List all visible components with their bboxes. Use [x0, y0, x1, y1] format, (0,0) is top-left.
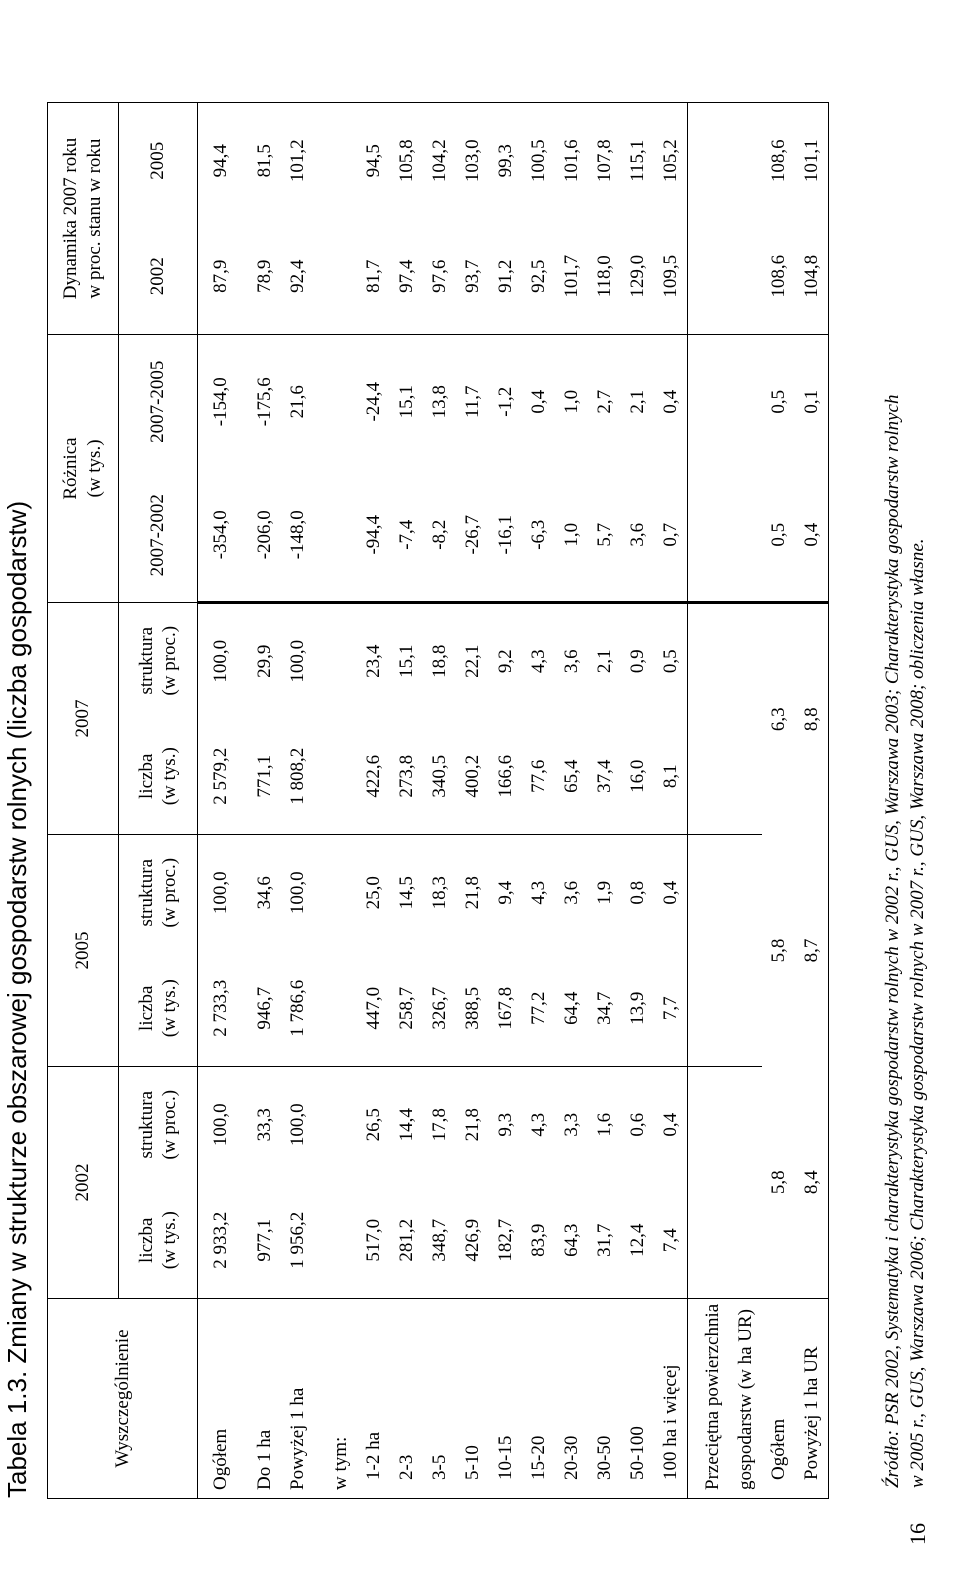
table-cell: 0,5 [762, 469, 795, 603]
table-cell: 7,7 [659, 996, 681, 1021]
table-cell: 14,5 [390, 835, 423, 951]
table-cell [324, 719, 357, 835]
table-cell [729, 219, 762, 335]
table-row [795, 103, 829, 1499]
table-cell: 34,7 [593, 991, 615, 1025]
table-row [248, 103, 281, 1499]
table-cell: 426,9 [461, 1218, 483, 1262]
table-cell: -26,7 [456, 469, 489, 603]
table-cell: 91,2 [494, 259, 516, 293]
table-row [456, 103, 489, 1499]
header-unit-label: (w tys.) [159, 747, 180, 806]
table-cell: 65,4 [560, 759, 582, 793]
table-cell: -6,3 [522, 469, 555, 603]
table-cell: 100,0 [198, 835, 249, 951]
table-cell: 5,8 [767, 1170, 789, 1195]
table-cell: 9,4 [489, 835, 522, 951]
table-cell: 517,0 [362, 1218, 384, 1262]
source-line-1: Źródło: PSR 2002, Systematyka i charakterystyka gospodarstw rolnych w 2002 r., GUS, Warszawa 2003; Charakterystyka gospodarstw rolnych [882, 394, 903, 1488]
table-cell [324, 1183, 357, 1299]
header-struktura-2005 [119, 835, 198, 951]
table-cell: 8,4 [795, 1067, 829, 1299]
header-struktura-2002 [119, 1067, 198, 1183]
table-cell: 81,5 [248, 103, 281, 219]
row-label: Ogółem [762, 1299, 795, 1499]
table-cell: 4,3 [522, 835, 555, 951]
table-cell: 100,0 [198, 603, 249, 719]
table-cell: 77,6 [527, 759, 549, 793]
table-cell: 0,4 [654, 335, 688, 469]
table-cell: 8,1 [659, 764, 681, 789]
table-row [621, 103, 654, 1499]
header-struktura-label: struktura [136, 626, 157, 695]
table-cell [688, 835, 730, 951]
table-cell: 22,1 [456, 603, 489, 719]
table-cell: 0,6 [621, 1067, 654, 1183]
table-cell: -94,4 [357, 469, 390, 603]
row-label: 10-15 [489, 1299, 522, 1499]
row-label: 50-100 [621, 1299, 654, 1499]
header-group-dynamika [48, 103, 119, 335]
table-cell: 400,2 [461, 754, 483, 798]
header-roznica-line-2: (w tys.) [84, 439, 105, 498]
table-cell: 3,6 [555, 603, 588, 719]
table-cell: 771,1 [253, 754, 275, 798]
table-row [423, 103, 456, 1499]
table-cell [688, 1067, 730, 1183]
table-cell: 37,4 [593, 759, 615, 793]
table-cell: 0,5 [762, 335, 795, 469]
table-cell: 422,6 [362, 754, 384, 798]
table-cell: -1,2 [489, 335, 522, 469]
table-cell [324, 335, 357, 469]
header-diff-2007-2005: 2007-2005 [119, 335, 198, 469]
header-struktura-label: struktura [136, 858, 157, 927]
table-row [357, 103, 390, 1499]
table-cell [688, 103, 730, 219]
table-cell: 101,7 [560, 254, 582, 298]
header-group-2005: 2005 [48, 835, 119, 1067]
table-cell: 2,1 [588, 603, 621, 719]
header-liczba-label: liczba [136, 1217, 157, 1263]
table-cell: 6,3 [767, 707, 789, 732]
table-cell [729, 335, 762, 469]
table-body [198, 103, 829, 1499]
table-cell [324, 603, 357, 719]
table-cell: 25,0 [357, 835, 390, 951]
table-row [729, 103, 762, 1499]
table-cell: 8,8 [795, 603, 829, 835]
header-unit-label: (w tys.) [159, 979, 180, 1038]
table-cell: 0,4 [522, 335, 555, 469]
header-unit-label: (w tys.) [159, 1211, 180, 1270]
header-liczba-label: liczba [136, 985, 157, 1031]
table-cell [688, 951, 730, 1067]
table-cell: 78,9 [253, 259, 275, 293]
table-cell: 15,1 [390, 603, 423, 719]
table-cell: 3,6 [555, 835, 588, 951]
table-cell [688, 219, 730, 335]
table-cell: 99,3 [489, 103, 522, 219]
table-cell [688, 469, 730, 603]
table-cell: 2 579,2 [210, 747, 231, 805]
table-cell: 1,0 [555, 469, 588, 603]
table-cell: 0,8 [621, 835, 654, 951]
table-cell: 101,1 [795, 103, 829, 219]
row-label: 15-20 [522, 1299, 555, 1499]
table-cell: 64,3 [560, 1223, 582, 1257]
table-cell: 12,4 [626, 1223, 648, 1257]
source-note [880, 8, 930, 1488]
table-cell: 34,6 [248, 835, 281, 951]
row-label: 3-5 [423, 1299, 456, 1499]
table-cell: 8,7 [795, 835, 829, 1067]
table-title: Tabela 1.3. Zmiany w strukturze obszarowej gospodarstw rolnych (liczba gospodarstw) [2, 500, 32, 1498]
table-cell: 92,5 [527, 259, 549, 293]
header-diff-2007-2002: 2007-2002 [119, 469, 198, 603]
table-cell [324, 1067, 357, 1183]
table-cell: 3,3 [555, 1067, 588, 1183]
table-cell: -175,6 [248, 335, 281, 469]
table-row [762, 103, 795, 1499]
header-dyn-2005: 2005 [119, 103, 198, 219]
table-row [555, 103, 588, 1499]
table-cell: 97,6 [428, 259, 450, 293]
table-cell: 0,5 [654, 603, 688, 719]
table-cell [688, 603, 730, 719]
row-label: 5-10 [456, 1299, 489, 1499]
header-liczba-2007 [119, 719, 198, 835]
header-struktura-label: struktura [136, 1090, 157, 1159]
table-cell: -24,4 [357, 335, 390, 469]
table-cell: 108,6 [762, 103, 795, 219]
header-dynamika-line-1: Dynamika 2007 roku [60, 137, 81, 300]
table-cell [729, 951, 762, 1067]
table-cell: 77,2 [527, 991, 549, 1025]
table-cell: 103,0 [456, 103, 489, 219]
page-number: 16 [905, 1523, 930, 1545]
table-cell: 7,4 [659, 1228, 681, 1253]
table-row [654, 103, 688, 1499]
table-cell: 21,8 [456, 1067, 489, 1183]
table-cell: 1 786,6 [286, 979, 308, 1037]
table-cell: 15,1 [390, 335, 423, 469]
row-label: 1-2 ha [357, 1299, 390, 1499]
table-cell: 340,5 [428, 754, 450, 798]
table-cell: -8,2 [423, 469, 456, 603]
table-cell: 100,0 [198, 1067, 249, 1183]
table-cell: 2 933,2 [210, 1211, 231, 1269]
table-cell [324, 951, 357, 1067]
table-cell: 11,7 [456, 335, 489, 469]
header-unit-label: (w proc.) [159, 857, 180, 928]
table-cell: 167,8 [494, 986, 516, 1030]
table-cell: 0,4 [654, 1067, 688, 1183]
table-cell: 1,6 [588, 1067, 621, 1183]
table-cell: 348,7 [428, 1218, 450, 1262]
table-cell [729, 1067, 762, 1183]
table-cell [688, 335, 730, 469]
table-row [588, 103, 621, 1499]
table-cell: 1,9 [588, 835, 621, 951]
table-cell [729, 469, 762, 603]
table-cell: 0,7 [654, 469, 688, 603]
table-cell [729, 719, 762, 835]
row-label: 30-50 [588, 1299, 621, 1499]
table-cell: 258,7 [395, 986, 417, 1030]
source-line-2: w 2005 r., GUS, Warszawa 2006; Charakterystyka gospodarstw rolnych w 2007 r., GUS, Warszawa 2008; obliczenia własne. [907, 538, 928, 1488]
table-row [324, 103, 357, 1499]
header-liczba-2002 [119, 1183, 198, 1299]
table-row [390, 103, 423, 1499]
avg-section-label: Przeciętna powierzchnia [688, 1299, 730, 1499]
table-cell: 388,5 [461, 986, 483, 1030]
table-cell: 17,8 [423, 1067, 456, 1183]
table-row [489, 103, 522, 1499]
header-liczba-2005 [119, 951, 198, 1067]
table-cell: 97,4 [395, 259, 417, 293]
header-dyn-2002: 2002 [119, 219, 198, 335]
table-cell: 104,2 [423, 103, 456, 219]
header-liczba-label: liczba [136, 753, 157, 799]
table-row [688, 103, 730, 1499]
table-cell: 29,9 [248, 603, 281, 719]
table-cell: 4,3 [522, 1067, 555, 1183]
table-cell: -16,1 [489, 469, 522, 603]
row-label: Powyżej 1 ha [281, 1299, 324, 1499]
table-cell: 81,7 [362, 259, 384, 293]
table-row [281, 103, 324, 1499]
table-cell: 9,3 [489, 1067, 522, 1183]
row-label: Ogółem [198, 1299, 249, 1499]
table-cell: -354,0 [198, 469, 249, 603]
table-cell: 104,8 [795, 219, 829, 335]
table-cell: 21,6 [281, 335, 324, 469]
table-cell: 0,1 [795, 335, 829, 469]
table-cell: 100,0 [281, 1067, 324, 1183]
table-cell: 1 956,2 [286, 1211, 308, 1269]
table-cell: 2 733,3 [210, 979, 231, 1037]
table-cell: 1,0 [555, 335, 588, 469]
table-cell: 83,9 [527, 1223, 549, 1257]
table-cell: 23,4 [357, 603, 390, 719]
table-cell: 93,7 [461, 259, 483, 293]
table-cell: -154,0 [198, 335, 249, 469]
table-cell: 101,6 [555, 103, 588, 219]
table-cell: 115,1 [621, 103, 654, 219]
table-cell: 101,2 [281, 103, 324, 219]
table-cell: 94,4 [198, 103, 249, 219]
table-cell: 14,4 [390, 1067, 423, 1183]
row-label: Powyżej 1 ha UR [795, 1299, 829, 1499]
header-group-2007: 2007 [48, 603, 119, 835]
table-cell: 64,4 [560, 991, 582, 1025]
table-cell: 326,7 [428, 986, 450, 1030]
table-cell: -148,0 [281, 469, 324, 603]
table-cell: -206,0 [248, 469, 281, 603]
table-cell: -7,4 [390, 469, 423, 603]
table-cell: 109,5 [659, 254, 681, 298]
table-cell: 94,5 [357, 103, 390, 219]
table-cell: 108,6 [767, 254, 789, 298]
table-cell: 100,0 [281, 603, 324, 719]
row-label: w tym: [324, 1299, 357, 1499]
table-cell: 977,1 [253, 1218, 275, 1262]
table-cell: 1 808,2 [286, 747, 308, 805]
table-row [522, 103, 555, 1499]
table-cell: 3,6 [621, 469, 654, 603]
table-cell: 100,0 [281, 835, 324, 951]
table-cell: 166,6 [494, 754, 516, 798]
table-cell: 273,8 [395, 754, 417, 798]
table-cell [688, 719, 730, 835]
table-cell: 0,4 [795, 469, 829, 603]
table-cell: 33,3 [248, 1067, 281, 1183]
table-cell: 92,4 [286, 259, 308, 293]
table-cell: 5,7 [588, 469, 621, 603]
avg-section-label: gospodarstw (w ha UR) [729, 1299, 762, 1499]
table-cell: 18,3 [423, 835, 456, 951]
header-row-label: Wyszczególnienie [48, 1299, 198, 1499]
row-label: 100 ha i więcej [654, 1299, 688, 1499]
table-cell: 13,9 [626, 991, 648, 1025]
table-cell: 5,8 [767, 938, 789, 963]
table-cell [324, 219, 357, 335]
table-cell: 16,0 [626, 759, 648, 793]
table-cell: 2,7 [588, 335, 621, 469]
table-cell [324, 469, 357, 603]
table-cell [729, 1183, 762, 1299]
table-cell: 129,0 [626, 254, 648, 298]
table-cell [729, 603, 762, 719]
table-cell [729, 835, 762, 951]
table-cell [324, 835, 357, 951]
header-unit-label: (w proc.) [159, 625, 180, 696]
table-cell: 447,0 [362, 986, 384, 1030]
table-cell: 0,4 [654, 835, 688, 951]
table-cell: 13,8 [423, 335, 456, 469]
row-label: Do 1 ha [248, 1299, 281, 1499]
table-cell [688, 1183, 730, 1299]
header-group-2002: 2002 [48, 1067, 119, 1299]
table-cell: 118,0 [593, 255, 615, 298]
table-cell [324, 103, 357, 219]
header-group-roznica [48, 335, 119, 603]
table-cell: 0,9 [621, 603, 654, 719]
table-cell: 2,1 [621, 335, 654, 469]
table-cell: 87,9 [210, 259, 231, 293]
table-cell: 4,3 [522, 603, 555, 719]
table-cell: 26,5 [357, 1067, 390, 1183]
table-cell: 9,2 [489, 603, 522, 719]
table-cell: 281,2 [395, 1218, 417, 1262]
table-cell: 31,7 [593, 1223, 615, 1257]
table-cell: 182,7 [494, 1218, 516, 1262]
row-label: 20-30 [555, 1299, 588, 1499]
table-cell: 946,7 [253, 986, 275, 1030]
data-table [47, 102, 829, 1499]
header-unit-label: (w proc.) [159, 1089, 180, 1160]
table-cell: 107,8 [588, 103, 621, 219]
header-struktura-2007 [119, 603, 198, 719]
table-cell: 105,2 [654, 103, 688, 219]
header-dynamika-line-2: w proc. stanu w roku [84, 138, 105, 299]
row-label: 2-3 [390, 1299, 423, 1499]
header-roznica-line-1: Różnica [60, 437, 81, 500]
table-row [198, 103, 249, 1499]
table-cell: 100,5 [522, 103, 555, 219]
table-cell: 21,8 [456, 835, 489, 951]
table-cell: 105,8 [390, 103, 423, 219]
table-cell [729, 103, 762, 219]
table-cell: 18,8 [423, 603, 456, 719]
